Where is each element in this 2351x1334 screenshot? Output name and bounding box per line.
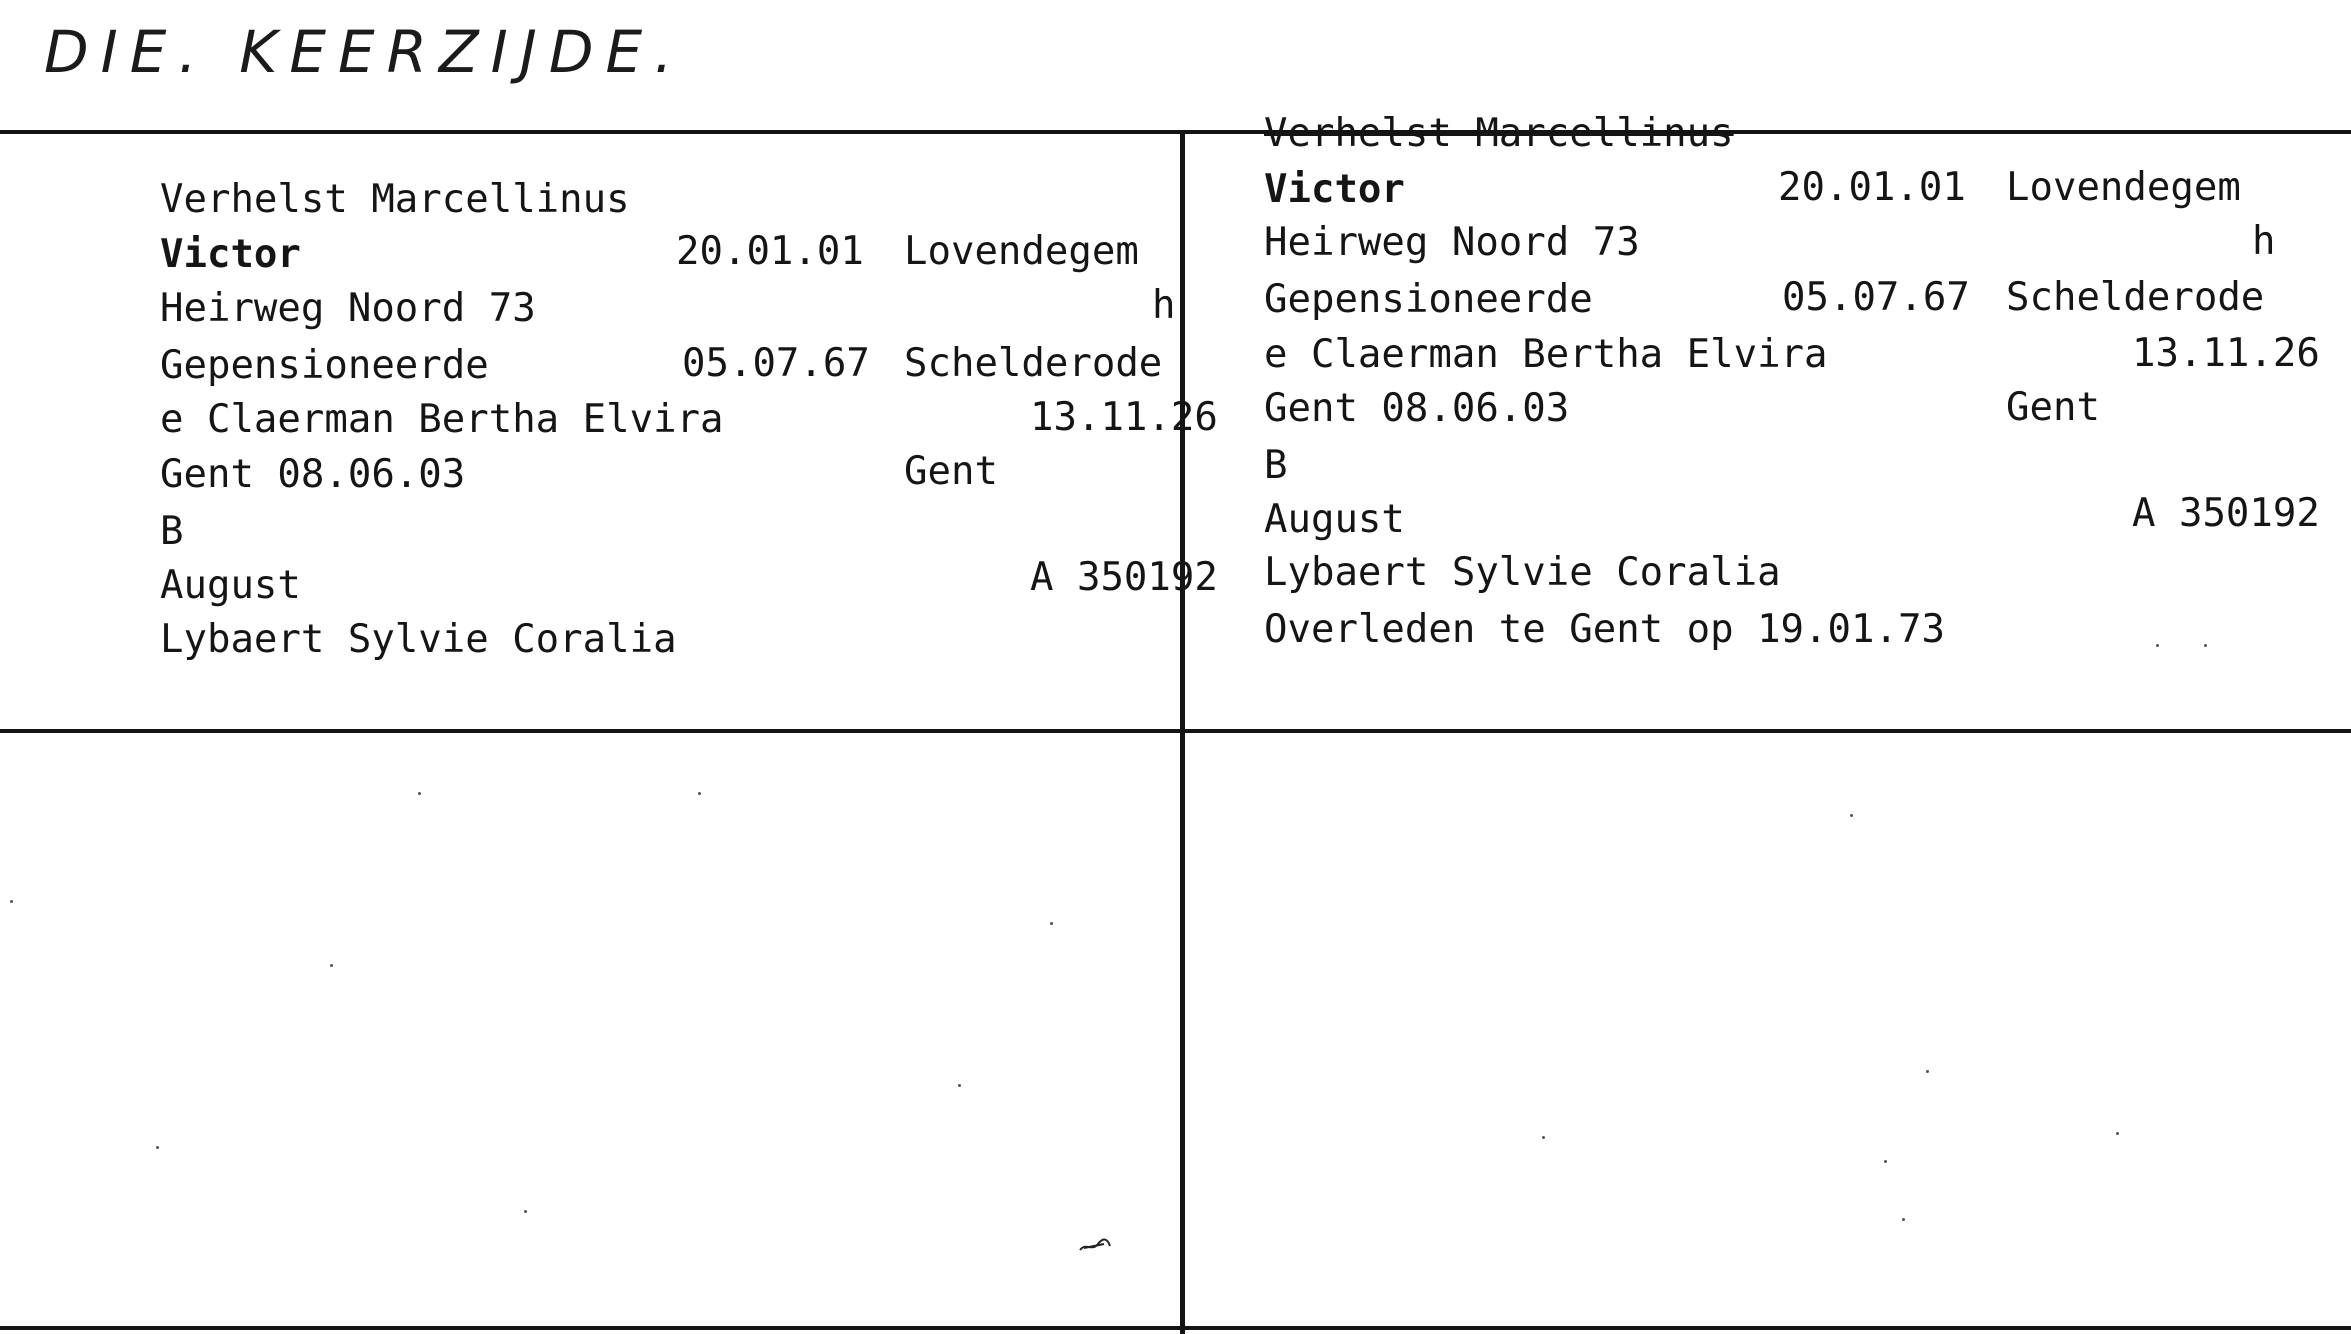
speck	[2116, 1132, 2119, 1135]
place-3: Gent	[904, 449, 998, 494]
speck	[418, 792, 421, 795]
place-2: Schelderode	[904, 341, 1163, 386]
middle-rule	[0, 729, 2351, 733]
birth-date: 20.01.01	[676, 229, 864, 274]
speck	[958, 1084, 961, 1087]
speck	[1850, 814, 1853, 817]
occupation: Gepensioneerde	[1264, 277, 1593, 322]
ink-mark	[1078, 1238, 1112, 1254]
father: August	[1264, 497, 1405, 542]
sex: h	[2252, 219, 2276, 264]
date-2: 05.07.67	[1782, 275, 1970, 320]
date-3: 13.11.26	[1030, 395, 1218, 440]
first-name: Victor	[1264, 167, 1405, 212]
birth-date: 20.01.01	[1778, 165, 1966, 210]
date-2: 05.07.67	[682, 341, 870, 386]
top-rule	[0, 130, 2351, 134]
record-number: A 350192	[1030, 555, 1218, 600]
record-number: A 350192	[2132, 491, 2320, 536]
speck	[330, 964, 333, 967]
sex: h	[1152, 283, 1176, 328]
name: Verhelst Marcellinus	[1264, 111, 1734, 156]
mother: Lybaert Sylvie Coralia	[1264, 550, 1781, 595]
first-name: Victor	[160, 232, 301, 277]
speck	[1542, 1136, 1545, 1139]
place-2: Schelderode	[2006, 275, 2265, 320]
birth-place: Lovendegem	[2006, 165, 2241, 210]
speck	[2156, 644, 2159, 647]
spouse-birth: Gent 08.06.03	[1264, 386, 1570, 431]
spouse: e Claerman Bertha Elvira	[160, 397, 724, 442]
father: August	[160, 563, 301, 608]
speck	[524, 1210, 527, 1213]
place-3: Gent	[2006, 385, 2100, 430]
code: B	[160, 509, 184, 554]
birth-place: Lovendegem	[904, 229, 1139, 274]
speck	[698, 792, 701, 795]
mother: Lybaert Sylvie Coralia	[160, 617, 677, 662]
spouse: e Claerman Bertha Elvira	[1264, 332, 1828, 377]
name: Verhelst Marcellinus	[160, 177, 630, 222]
death-note: Overleden te Gent op 19.01.73	[1264, 607, 1945, 652]
bottom-rule	[0, 1326, 2351, 1330]
speck	[1902, 1218, 1905, 1221]
speck	[1884, 1160, 1887, 1163]
date-3: 13.11.26	[2132, 331, 2320, 376]
speck	[156, 1146, 159, 1149]
speck	[2204, 644, 2207, 647]
spouse-birth: Gent 08.06.03	[160, 452, 466, 497]
occupation: Gepensioneerde	[160, 343, 489, 388]
center-divider	[1180, 132, 1185, 1334]
address: Heirweg Noord 73	[1264, 220, 1640, 265]
speck	[10, 900, 13, 903]
speck	[1050, 922, 1053, 925]
speck	[1926, 1070, 1929, 1073]
code: B	[1264, 443, 1288, 488]
address: Heirweg Noord 73	[160, 286, 536, 331]
handwritten-header: DIE. KEERZIJDE.	[44, 18, 685, 86]
